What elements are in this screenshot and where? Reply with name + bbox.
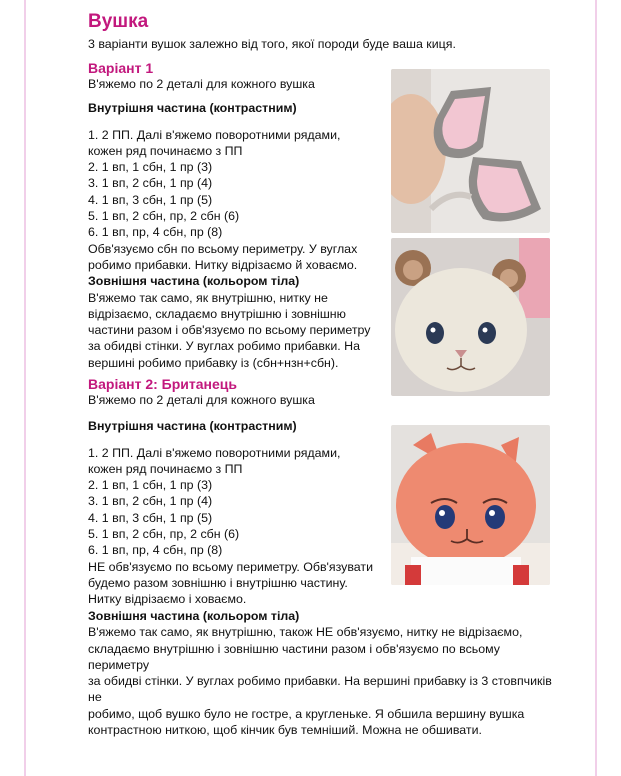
variant-1-title: Варіант 1: [88, 60, 154, 76]
row-text: будемо разом зовнішню і внутрішню частину.: [88, 575, 348, 590]
variant-2-note: В'яжемо по 2 деталі для кожного вушка: [88, 393, 315, 407]
photo-white-cat: [391, 238, 550, 396]
page-margin-right: [596, 0, 621, 776]
row-text: контрастною ниткою, щоб кінчик був темніший. Можна не обшивати.: [88, 723, 482, 738]
row-text: В'яжемо так само, як внутрішню, нитку не: [88, 290, 328, 305]
row-text: 2. 1 вп, 1 сбн, 1 пр (3): [88, 478, 213, 493]
variant-1-inner-title: Внутрішня частина (контрастним): [88, 101, 297, 116]
variant-1-section: [88, 60, 388, 371]
row-text: за обидві стінки. У вуглах робимо прибавки. На: [88, 339, 360, 354]
variant-1-rows: [88, 127, 388, 274]
row-text: кожен ряд починаємо з ПП: [88, 461, 243, 476]
page-margin-left: [0, 0, 25, 776]
row-text: 3. 1 вп, 2 сбн, 1 пр (4): [88, 176, 213, 191]
page-border-right: [595, 0, 597, 776]
row-text: В'яжемо так само, як внутрішню, також НЕ обв'язуємо, нитку не відрізаємо,: [88, 625, 523, 640]
variant-2-section: [88, 376, 388, 608]
row-text: складаємо внутрішню і зовнішню частини разом і обв'язуємо по всьому периметру: [88, 641, 500, 672]
variant-1-outer-title: Зовнішня частина (кольором тіла): [88, 274, 300, 289]
page-border-left: [24, 0, 26, 776]
variant-2-outer-section: [88, 608, 558, 738]
row-text: 1. 2 ПП. Далі в'яжемо поворотними рядами,: [88, 445, 341, 460]
photo-orange-cat: [391, 425, 550, 585]
row-text: 5. 1 вп, 2 сбн, пр, 2 сбн (6): [88, 209, 240, 224]
row-text: вершині робимо прибавку із (сбн+нзн+сбн).: [88, 355, 339, 370]
row-text: НЕ обв'язуємо по всьому периметру. Обв'язувати: [88, 559, 374, 574]
row-text: за обидві стінки. У вуглах робимо прибавки. На вершині прибавку із 3 стовпчиків не: [88, 674, 552, 705]
variant-2-rows: [88, 445, 388, 608]
row-text: 3. 1 вп, 2 сбн, 1 пр (4): [88, 494, 213, 509]
row-text: 6. 1 вп, пр, 4 сбн, пр (8): [88, 543, 223, 558]
variant-2-outer-title: Зовнішня частина (кольором тіла): [88, 609, 300, 623]
page-header: [88, 12, 558, 52]
variant-2-inner-title: Внутрішня частина (контрастним): [88, 419, 297, 434]
variant-1-note: В'яжемо по 2 деталі для кожного вушка: [88, 77, 315, 91]
row-text: 1. 2 ПП. Далі в'яжемо поворотними рядами,: [88, 127, 341, 142]
row-text: 2. 1 вп, 1 сбн, 1 пр (3): [88, 160, 213, 175]
row-text: робимо прибавки. Нитку відрізаємо й ховаємо.: [88, 257, 358, 272]
page-title: Вушка: [88, 11, 149, 32]
row-text: відрізаємо, складаємо внутрішню і зовнішню: [88, 306, 346, 321]
row-text: робимо, щоб вушко було не гостре, а кругленьке. Я обшила вершину вушка: [88, 706, 525, 721]
row-text: частини разом і обв'язуємо по всьому периметру: [88, 323, 371, 338]
row-text: Нитку відрізаємо і ховаємо.: [88, 592, 247, 607]
row-text: 4. 1 вп, 3 сбн, 1 пр (5): [88, 192, 213, 207]
variant-2-title: Варіант 2: Британець: [88, 376, 237, 392]
row-text: 6. 1 вп, пр, 4 сбн, пр (8): [88, 225, 223, 240]
row-text: Обв'язуємо сбн по всьому периметру. У вуглах: [88, 241, 358, 256]
photo-ear-pieces: [391, 69, 550, 233]
row-text: 4. 1 вп, 3 сбн, 1 пр (5): [88, 510, 213, 525]
row-text: кожен ряд починаємо з ПП: [88, 143, 243, 158]
intro-text: 3 варіанти вушок залежно від того, якої породи буде ваша киця.: [88, 37, 456, 51]
row-text: 5. 1 вп, 2 сбн, пр, 2 сбн (6): [88, 527, 240, 542]
